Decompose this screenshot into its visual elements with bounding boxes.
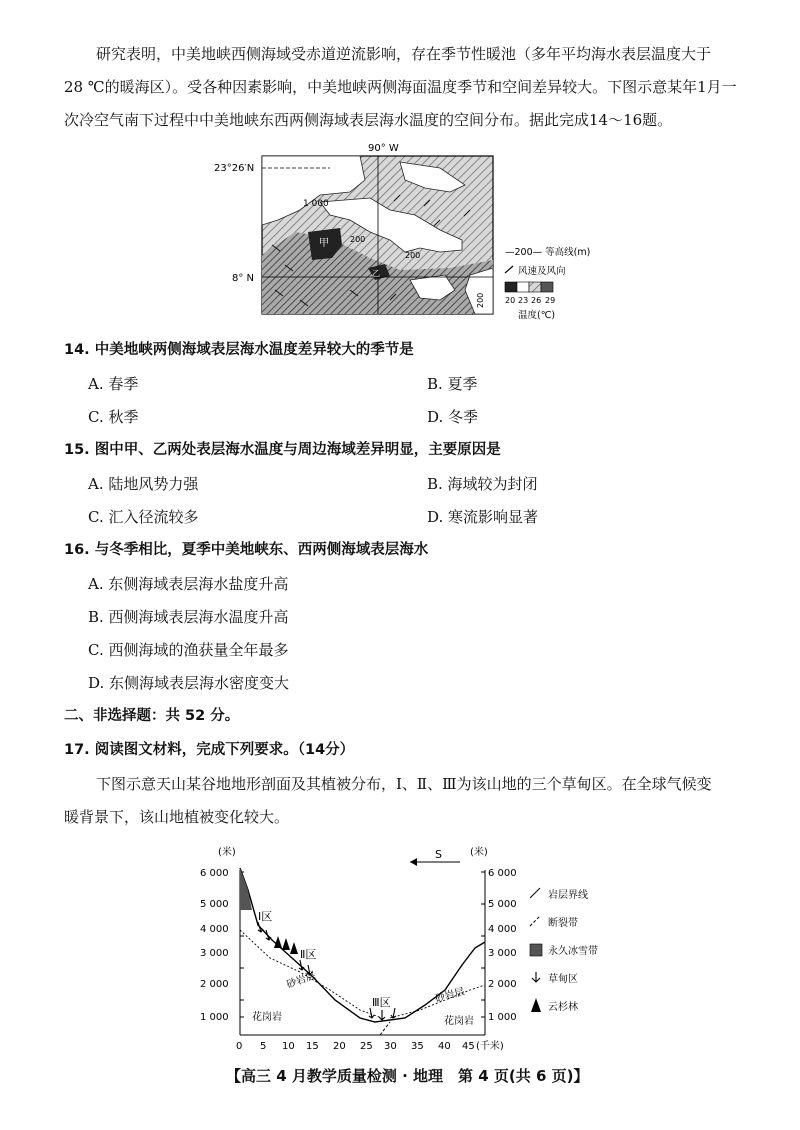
section-2-heading: 二、非选择题：共 52 分。 [64, 708, 240, 724]
legend-rock-boundary: 岩层界线 [548, 890, 588, 901]
sea-temperature-map [200, 140, 600, 330]
y-tick-5000-right: 5 000 [488, 899, 517, 910]
spruce-icon [290, 942, 298, 954]
y-tick-2000-right: 2 000 [488, 979, 517, 990]
page-footer: 【高三 4 月教学质量检测 · 地理 第 4 页(共 6 页)】 [226, 1067, 589, 1085]
legend-fault-zone: 断裂带 [548, 918, 578, 929]
rock-boundary-icon [530, 888, 540, 898]
zone-3-label: Ⅲ区 [372, 996, 391, 1009]
valley-profile-chart [200, 840, 620, 1055]
q16-option-c: C. 西侧海域的渔获量全年最多 [88, 641, 289, 659]
q14-option-b: B. 夏季 [427, 375, 478, 393]
x-tick-15: 15 [306, 1041, 319, 1052]
y-tick-2000-left: 2 000 [200, 979, 229, 990]
y-unit-left: (米) [218, 847, 236, 858]
map-lat-bottom: 8° N [232, 273, 255, 284]
q14-option-d: D. 冬季 [427, 408, 479, 426]
y-tick-6000-right: 6 000 [488, 868, 517, 879]
meadow-icon [532, 972, 540, 982]
q15-option-a: A. 陆地风势力强 [88, 475, 199, 493]
permanent-snow-zone [240, 868, 252, 910]
granite-left-label: 花岗岩 [252, 1012, 282, 1023]
direction-label: S [435, 848, 442, 861]
x-tick-20: 20 [333, 1041, 346, 1052]
legend-snow-zone: 永久冰雪带 [548, 946, 598, 957]
q14-option-c: C. 秋季 [88, 408, 139, 426]
y-tick-1000-right: 1 000 [488, 1012, 517, 1023]
y-tick-1000-left: 1 000 [200, 1012, 229, 1023]
x-tick-25: 25 [360, 1041, 373, 1052]
legend-contour: —200— 等高线(m) [505, 247, 591, 258]
q16-stem: 16. 与冬季相比，夏季中美地峡东、西两侧海域表层海水 [64, 542, 429, 558]
y-tick-4000-right: 4 000 [488, 924, 517, 935]
q15-option-b: B. 海域较为封闭 [427, 475, 538, 493]
q14-option-a: A. 春季 [88, 375, 139, 393]
map-contour-1000: 1 000 [303, 199, 329, 209]
zone-2-label: Ⅱ区 [300, 948, 317, 961]
x-unit: (千米) [476, 1041, 504, 1052]
map-label-jia: 甲 [319, 238, 329, 249]
x-tick-35: 35 [411, 1041, 424, 1052]
map-lon-label: 90° W [368, 143, 399, 154]
x-tick-10: 10 [282, 1041, 295, 1052]
q17-text-2: 暖背景下，该山地植被变化较大。 [64, 808, 290, 826]
q17-stem: 17. 阅读图文材料，完成下列要求。（14分） [64, 742, 355, 758]
legend-spruce: 云杉林 [548, 1002, 578, 1013]
sandstone-right-label: 砂岩层 [433, 986, 466, 1005]
y-tick-5000-left: 5 000 [200, 899, 229, 910]
fault-zone-icon [530, 916, 540, 926]
y-unit-right: (米) [470, 847, 488, 858]
q15-stem: 15. 图中甲、乙两处表层海水温度与周边海域差异明显，主要原因是 [64, 442, 501, 458]
zone-1-label: Ⅰ区 [258, 910, 273, 923]
sandstone-left-label: 砂岩层 [285, 970, 318, 991]
y-tick-3000-left: 3 000 [200, 948, 229, 959]
q16-option-d: D. 东侧海域表层海水密度变大 [88, 674, 290, 692]
y-tick-6000-left: 6 000 [200, 868, 229, 879]
legend-tick-20: 20 [505, 296, 516, 305]
granite-right-label: 花岗岩 [444, 1016, 474, 1027]
map-contour-200-b: 200 [405, 251, 421, 260]
map-lat-top: 23°26′N [214, 163, 255, 174]
q15-option-c: C. 汇入径流较多 [88, 508, 199, 526]
q16-option-a: A. 东侧海域表层海水盐度升高 [88, 575, 289, 593]
q17-text-1: 下图示意天山某谷地地形剖面及其植被分布，Ⅰ、Ⅱ、Ⅲ为该山地的三个草甸区。在全球气候变 [96, 775, 712, 793]
legend-tick-23: 23 [518, 296, 529, 305]
wind-arrow-icon [505, 266, 513, 273]
x-tick-0: 0 [236, 1041, 243, 1052]
q14-stem: 14. 中美地峡两侧海域表层海水温度差异较大的季节是 [64, 342, 414, 358]
legend-temp: 温度(℃) [518, 310, 556, 321]
x-tick-40: 40 [438, 1041, 451, 1052]
map-contour-200-c: 200 [476, 292, 485, 308]
legend-tick-26: 26 [531, 296, 542, 305]
intro-line-2: 28 ℃的暖海区）。受各种因素影响，中美地峡两侧海面温度季节和空间差异较大。下图示意某年1月一 [64, 78, 737, 96]
map-label-yi: 乙 [372, 269, 380, 278]
x-tick-5: 5 [260, 1041, 267, 1052]
y-tick-3000-right: 3 000 [488, 948, 517, 959]
legend-wind: 风速及风向 [518, 266, 566, 277]
x-tick-30: 30 [384, 1041, 397, 1052]
spruce-legend-icon [531, 998, 541, 1012]
intro-line-3: 次冷空气南下过程中中美地峡东西两侧海域表层海水温度的空间分布。据此完成14～16题。 [64, 111, 673, 129]
legend-tick-29: 29 [545, 296, 556, 305]
map-contour-200-a: 200 [350, 235, 366, 244]
snow-zone-icon [530, 944, 542, 956]
q16-option-b: B. 西侧海域表层海水温度升高 [88, 608, 289, 626]
q15-option-d: D. 寒流影响显著 [427, 508, 539, 526]
intro-line-1: 研究表明，中美地峡西侧海域受赤道逆流影响，存在季节性暖池（多年平均海水表层温度大于 [96, 45, 712, 63]
y-tick-4000-left: 4 000 [200, 924, 229, 935]
legend-meadow: 草甸区 [548, 974, 578, 985]
x-tick-45: 45 [462, 1041, 475, 1052]
spruce-icon [282, 938, 290, 950]
direction-arrow-icon [410, 858, 417, 866]
